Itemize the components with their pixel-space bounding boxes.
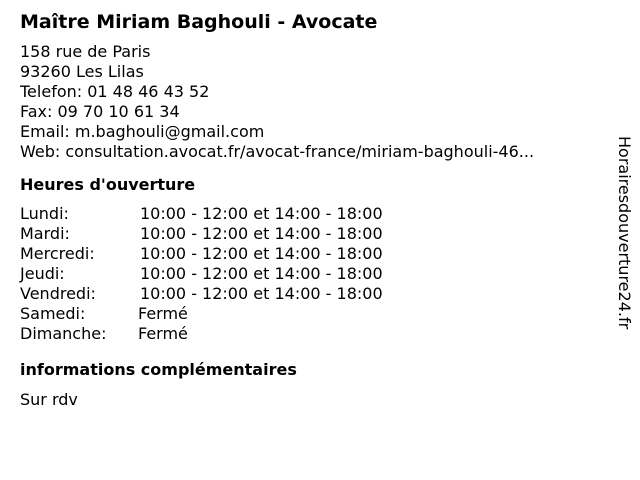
- day-hours: Fermé: [138, 304, 188, 323]
- hours-row-tuesday: [20, 224, 600, 244]
- extra-info-heading: informations complémentaires: [20, 360, 297, 379]
- day-hours: 10:00 - 12:00 et 14:00 - 18:00: [140, 284, 383, 303]
- address-city: 93260 Les Lilas: [20, 62, 144, 81]
- business-title: Maître Miriam Baghouli - Avocate: [20, 11, 378, 33]
- day-label: Mardi:: [20, 224, 70, 243]
- business-card: [20, 10, 600, 410]
- day-label: Dimanche:: [20, 324, 107, 343]
- hours-heading: Heures d'ouverture: [20, 175, 196, 194]
- day-label: Vendredi:: [20, 284, 96, 303]
- email-address: Email: m.baghouli@gmail.com: [20, 122, 265, 141]
- hours-row-saturday: [20, 304, 600, 324]
- day-label: Samedi:: [20, 304, 86, 323]
- site-watermark: Horairesdouverture24.fr: [615, 136, 634, 330]
- phone-number: Telefon: 01 48 46 43 52: [20, 82, 210, 101]
- day-hours: 10:00 - 12:00 et 14:00 - 18:00: [140, 244, 383, 263]
- extra-info-text: Sur rdv: [20, 390, 78, 409]
- address-street: 158 rue de Paris: [20, 42, 151, 61]
- hours-list: [20, 204, 600, 344]
- hours-row-wednesday: [20, 244, 600, 264]
- day-label: Mercredi:: [20, 244, 95, 263]
- day-label: Lundi:: [20, 204, 69, 223]
- hours-row-thursday: [20, 264, 600, 284]
- hours-row-friday: [20, 284, 600, 304]
- day-hours: 10:00 - 12:00 et 14:00 - 18:00: [140, 264, 383, 283]
- hours-row-sunday: [20, 324, 600, 344]
- day-label: Jeudi:: [20, 264, 65, 283]
- website-link: Web: consultation.avocat.fr/avocat-france/miriam-baghouli-46...: [20, 142, 535, 161]
- day-hours: Fermé: [138, 324, 188, 343]
- day-hours: 10:00 - 12:00 et 14:00 - 18:00: [140, 204, 383, 223]
- fax-number: Fax: 09 70 10 61 34: [20, 102, 180, 121]
- hours-row-monday: [20, 204, 600, 224]
- day-hours: 10:00 - 12:00 et 14:00 - 18:00: [140, 224, 383, 243]
